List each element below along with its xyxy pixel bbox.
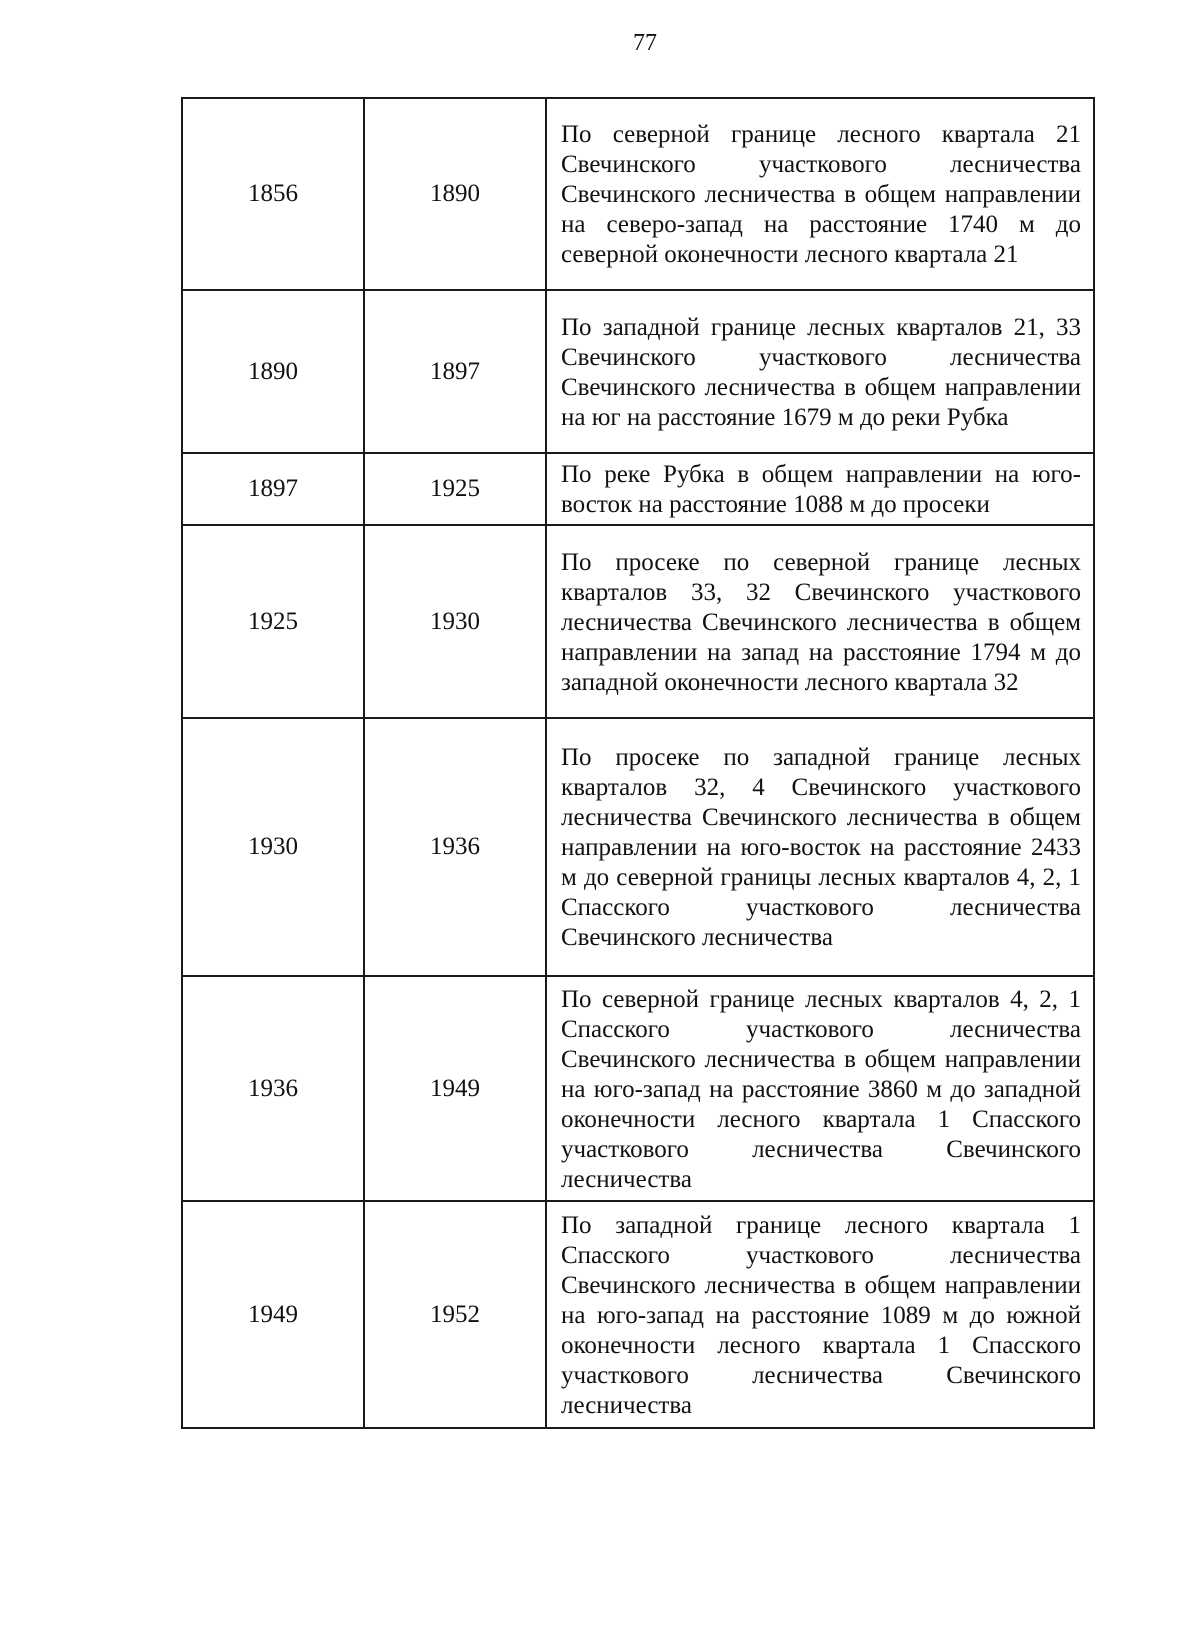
table-row (182, 453, 1094, 525)
boundary-table (181, 97, 1095, 1429)
point-from: 1890 (182, 290, 364, 453)
page-number: 77 (633, 30, 657, 56)
segment-description: По просеке по северной границе лесных кварталов 33, 32 Свечинского участкового лесничества Свечинского лесничества в общем направлении на запад на расстояние 1794 м до западной оконечности лесного квартала 32 (546, 525, 1094, 718)
point-from: 1856 (182, 98, 364, 290)
point-from: 1949 (182, 1201, 364, 1428)
segment-description: По северной границе лесных кварталов 4, 2, 1 Спасского участкового лесничества Свечинского лесничества в общем направлении на юго-запад на расстояние 3860 м до западной оконечности лесного квартала 1 Спасского участкового лесничества Свечинского лесничества (546, 976, 1094, 1201)
point-to: 1897 (364, 290, 546, 453)
segment-description: По просеке по западной границе лесных кварталов 32, 4 Свечинского участкового лесничества Свечинского лесничества в общем направлении на юго-восток на расстояние 2433 м до северной границы лесных кварталов 4, 2, 1 Спасского участкового лесничества Свечинского лесничества (546, 718, 1094, 976)
point-to: 1930 (364, 525, 546, 718)
point-from: 1897 (182, 453, 364, 525)
point-to: 1936 (364, 718, 546, 976)
point-to: 1890 (364, 98, 546, 290)
table-row (182, 976, 1094, 1201)
table-row (182, 290, 1094, 453)
table-row (182, 718, 1094, 976)
segment-description: По западной границе лесных кварталов 21, 33 Свечинского участкового лесничества Свечинского лесничества в общем направлении на юг на расстояние 1679 м до реки Рубка (546, 290, 1094, 453)
point-to: 1952 (364, 1201, 546, 1428)
table-row (182, 525, 1094, 718)
table-row (182, 1201, 1094, 1428)
segment-description: По реке Рубка в общем направлении на юго-восток на расстояние 1088 м до просеки (546, 453, 1094, 525)
point-to: 1925 (364, 453, 546, 525)
point-from: 1925 (182, 525, 364, 718)
segment-description: По северной границе лесного квартала 21 Свечинского участкового лесничества Свечинского лесничества в общем направлении на северо-запад на расстояние 1740 м до северной оконечности лесного квартала 21 (546, 98, 1094, 290)
table-row (182, 98, 1094, 290)
segment-description: По западной границе лесного квартала 1 Спасского участкового лесничества Свечинского лесничества в общем направлении на юго-запад на расстояние 1089 м до южной оконечности лесного квартала 1 Спасского участкового лесничества Свечинского лесничества (546, 1201, 1094, 1428)
point-from: 1930 (182, 718, 364, 976)
point-from: 1936 (182, 976, 364, 1201)
point-to: 1949 (364, 976, 546, 1201)
